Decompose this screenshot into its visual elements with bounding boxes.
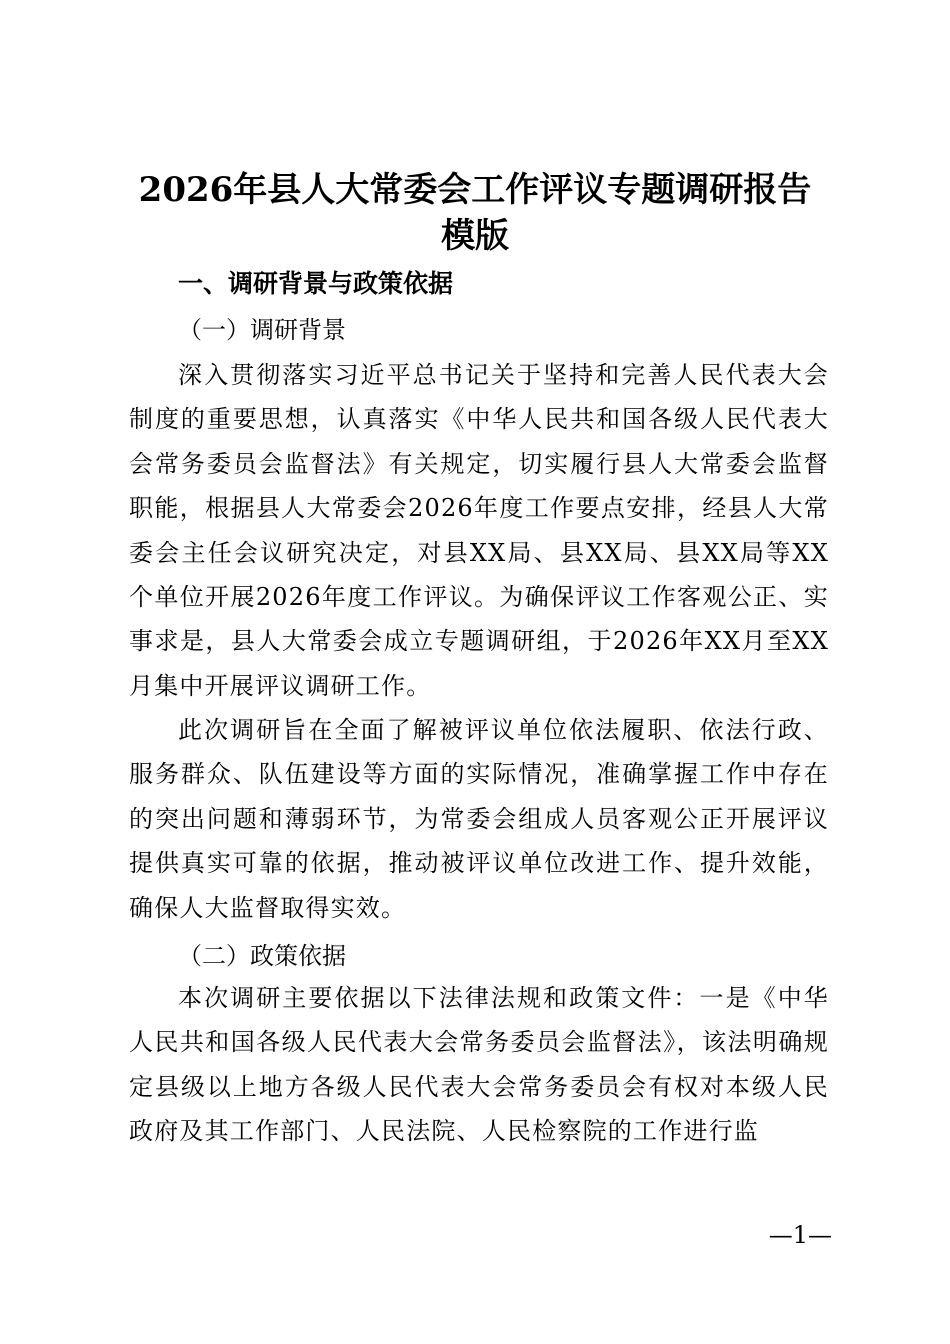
page-number: —1— <box>768 1221 832 1249</box>
paragraph-background-1: 深入贯彻落实习近平总书记关于坚持和完善人民代表大会制度的重要思想，认真落实《中华人民共和国各级人民代表大会常务委员会监督法》有关规定，切实履行县人大常委会监督职能，根据县人大常委会2026年度工作要点安排，经县人大常委会主任会议研究决定，对县XX局、县XX局、县XX局等XX个单位开展2026年度工作评议。为确保评议工作客观公正、实事求是，县人大常委会成立专题调研组，于2026年XX月至XX月集中开展评议调研工作。 <box>129 361 829 700</box>
document-title: 2026年县人大常委会工作评议专题调研报告 <box>138 170 812 210</box>
section-heading-background-policy: 一、调研背景与政策依据 <box>178 269 454 298</box>
subsection-heading-policy-basis: （二）政策依据 <box>178 942 346 970</box>
subsection-heading-background: （一）调研背景 <box>178 316 346 344</box>
paragraph-background-2: 此次调研旨在全面了解被评议单位依法履职、依法行政、服务群众、队伍建设等方面的实际情况，准确掌握工作中存在的突出问题和薄弱环节，为常委会组成人员客观公正开展评议提供真实可靠的依据，推动被评议单位改进工作、提升效能，确保人大监督取得实效。 <box>129 716 829 922</box>
paragraph-policy-basis-1: 本次调研主要依据以下法律法规和政策文件：一是《中华人民共和国各级人民代表大会常务委员会监督法》，该法明确规定县级以上地方各级人民代表大会常务委员会有权对本级人民政府及其工作部门、人民法院、人民检察院的工作进行监 <box>129 984 829 1146</box>
document-title-continued: 模版 <box>441 216 509 256</box>
